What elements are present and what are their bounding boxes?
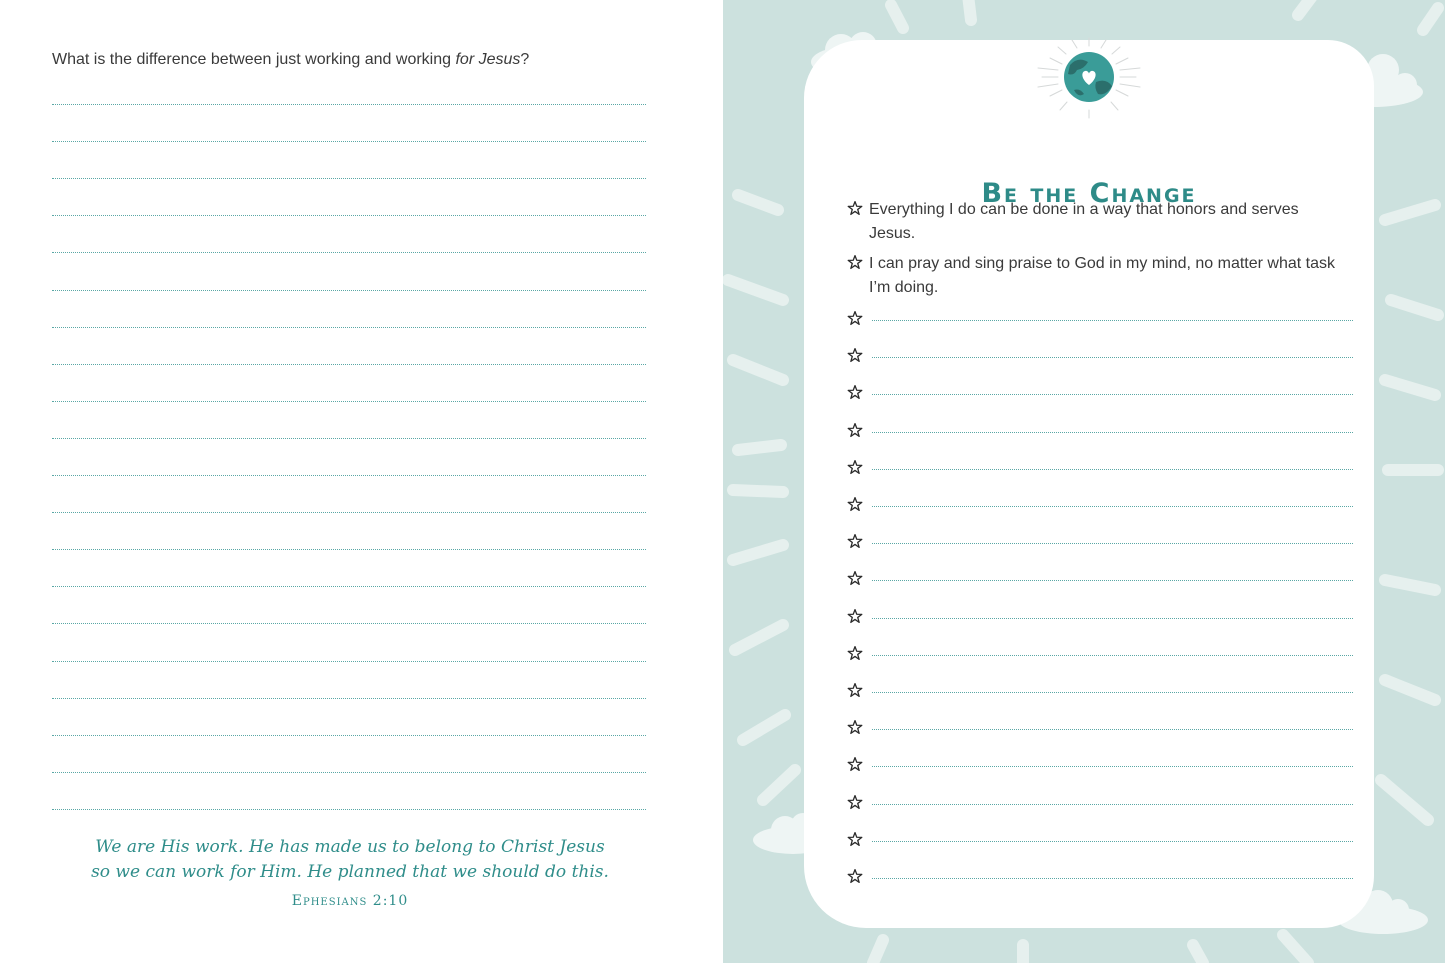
blank-list-item xyxy=(847,682,1353,702)
writing-line[interactable] xyxy=(52,809,646,810)
blank-list-item xyxy=(847,719,1353,739)
writing-line[interactable] xyxy=(52,549,646,550)
star-bullet-icon xyxy=(847,794,863,810)
writing-line[interactable] xyxy=(872,766,1353,767)
writing-line[interactable] xyxy=(52,438,646,439)
blank-list-item xyxy=(847,868,1353,888)
writing-line[interactable] xyxy=(872,692,1353,693)
writing-line[interactable] xyxy=(52,623,646,624)
star-bullet-icon xyxy=(847,756,863,772)
star-bullet-icon xyxy=(847,868,863,884)
question-suffix: ? xyxy=(520,51,530,68)
list-item-text xyxy=(869,252,1354,300)
writing-line[interactable] xyxy=(872,580,1353,581)
star-bullet-icon xyxy=(847,200,863,216)
question-text: What is the difference between just working and working xyxy=(52,51,456,68)
writing-line[interactable] xyxy=(52,475,646,476)
writing-line[interactable] xyxy=(872,357,1353,358)
blank-list-item xyxy=(847,310,1353,330)
star-bullet-icon xyxy=(847,719,863,735)
star-bullet-icon xyxy=(847,831,863,847)
list-item-line: Jesus. xyxy=(869,225,916,242)
be-the-change-card xyxy=(804,40,1374,928)
verse-line-1: We are His work. He has made us to belong to Christ Jesus xyxy=(95,837,605,857)
writing-line[interactable] xyxy=(872,655,1353,656)
writing-line[interactable] xyxy=(52,772,646,773)
writing-line[interactable] xyxy=(872,469,1353,470)
card-title: Be the Change xyxy=(981,178,1197,209)
star-bullet-icon xyxy=(847,384,863,400)
blank-list-item xyxy=(847,347,1353,367)
writing-line[interactable] xyxy=(872,394,1353,395)
verse-line-2: so we can work for Him. He planned that we should do this. xyxy=(91,862,609,882)
blank-list-item xyxy=(847,645,1353,665)
blank-list-item xyxy=(847,459,1353,479)
star-bullet-icon xyxy=(847,254,863,270)
star-bullet-icon xyxy=(847,347,863,363)
star-bullet-icon xyxy=(847,310,863,326)
writing-line[interactable] xyxy=(52,215,646,216)
writing-line[interactable] xyxy=(52,698,646,699)
blank-list-item xyxy=(847,496,1353,516)
writing-line[interactable] xyxy=(872,878,1353,879)
blank-list-item xyxy=(847,794,1353,814)
writing-line[interactable] xyxy=(52,661,646,662)
star-bullet-icon xyxy=(847,459,863,475)
writing-line[interactable] xyxy=(52,364,646,365)
writing-line[interactable] xyxy=(52,512,646,513)
star-bullet-icon xyxy=(847,496,863,512)
right-page xyxy=(723,0,1445,963)
blank-list-item xyxy=(847,831,1353,851)
blank-list-item xyxy=(847,533,1353,553)
star-bullet-icon xyxy=(847,682,863,698)
list-item-line: I can pray and sing praise to God in my mind, no matter what task xyxy=(869,255,1335,272)
writing-line[interactable] xyxy=(872,618,1353,619)
list-item-line: Everything I do can be done in a way that honors and serves xyxy=(869,201,1299,218)
writing-line[interactable] xyxy=(872,729,1353,730)
writing-line[interactable] xyxy=(872,841,1353,842)
question-emphasis: for Jesus xyxy=(455,51,521,68)
star-bullet-icon xyxy=(847,570,863,586)
blank-list-item xyxy=(847,756,1353,776)
writing-line[interactable] xyxy=(52,401,646,402)
blank-list-item xyxy=(847,608,1353,628)
blank-list-item xyxy=(847,422,1353,442)
writing-line[interactable] xyxy=(872,804,1353,805)
writing-line[interactable] xyxy=(872,506,1353,507)
globe-heart-icon xyxy=(1072,60,1106,94)
scripture-verse xyxy=(60,835,640,885)
blank-list-item xyxy=(847,384,1353,404)
star-bullet-icon xyxy=(847,608,863,624)
star-bullet-icon xyxy=(847,645,863,661)
writing-line[interactable] xyxy=(52,290,646,291)
list-item-line: I’m doing. xyxy=(869,279,939,296)
star-bullet-icon xyxy=(847,422,863,438)
blank-list-item xyxy=(847,570,1353,590)
writing-line[interactable] xyxy=(872,543,1353,544)
writing-line[interactable] xyxy=(52,735,646,736)
journal-question xyxy=(52,50,672,70)
writing-line[interactable] xyxy=(52,252,646,253)
verse-reference: Ephesians 2:10 xyxy=(291,893,409,909)
writing-line[interactable] xyxy=(52,586,646,587)
list-item-text xyxy=(869,198,1354,246)
star-bullet-icon xyxy=(847,533,863,549)
writing-line[interactable] xyxy=(872,432,1353,433)
writing-line[interactable] xyxy=(52,141,646,142)
writing-line[interactable] xyxy=(52,178,646,179)
writing-line[interactable] xyxy=(52,104,646,105)
writing-line[interactable] xyxy=(872,320,1353,321)
writing-line[interactable] xyxy=(52,327,646,328)
